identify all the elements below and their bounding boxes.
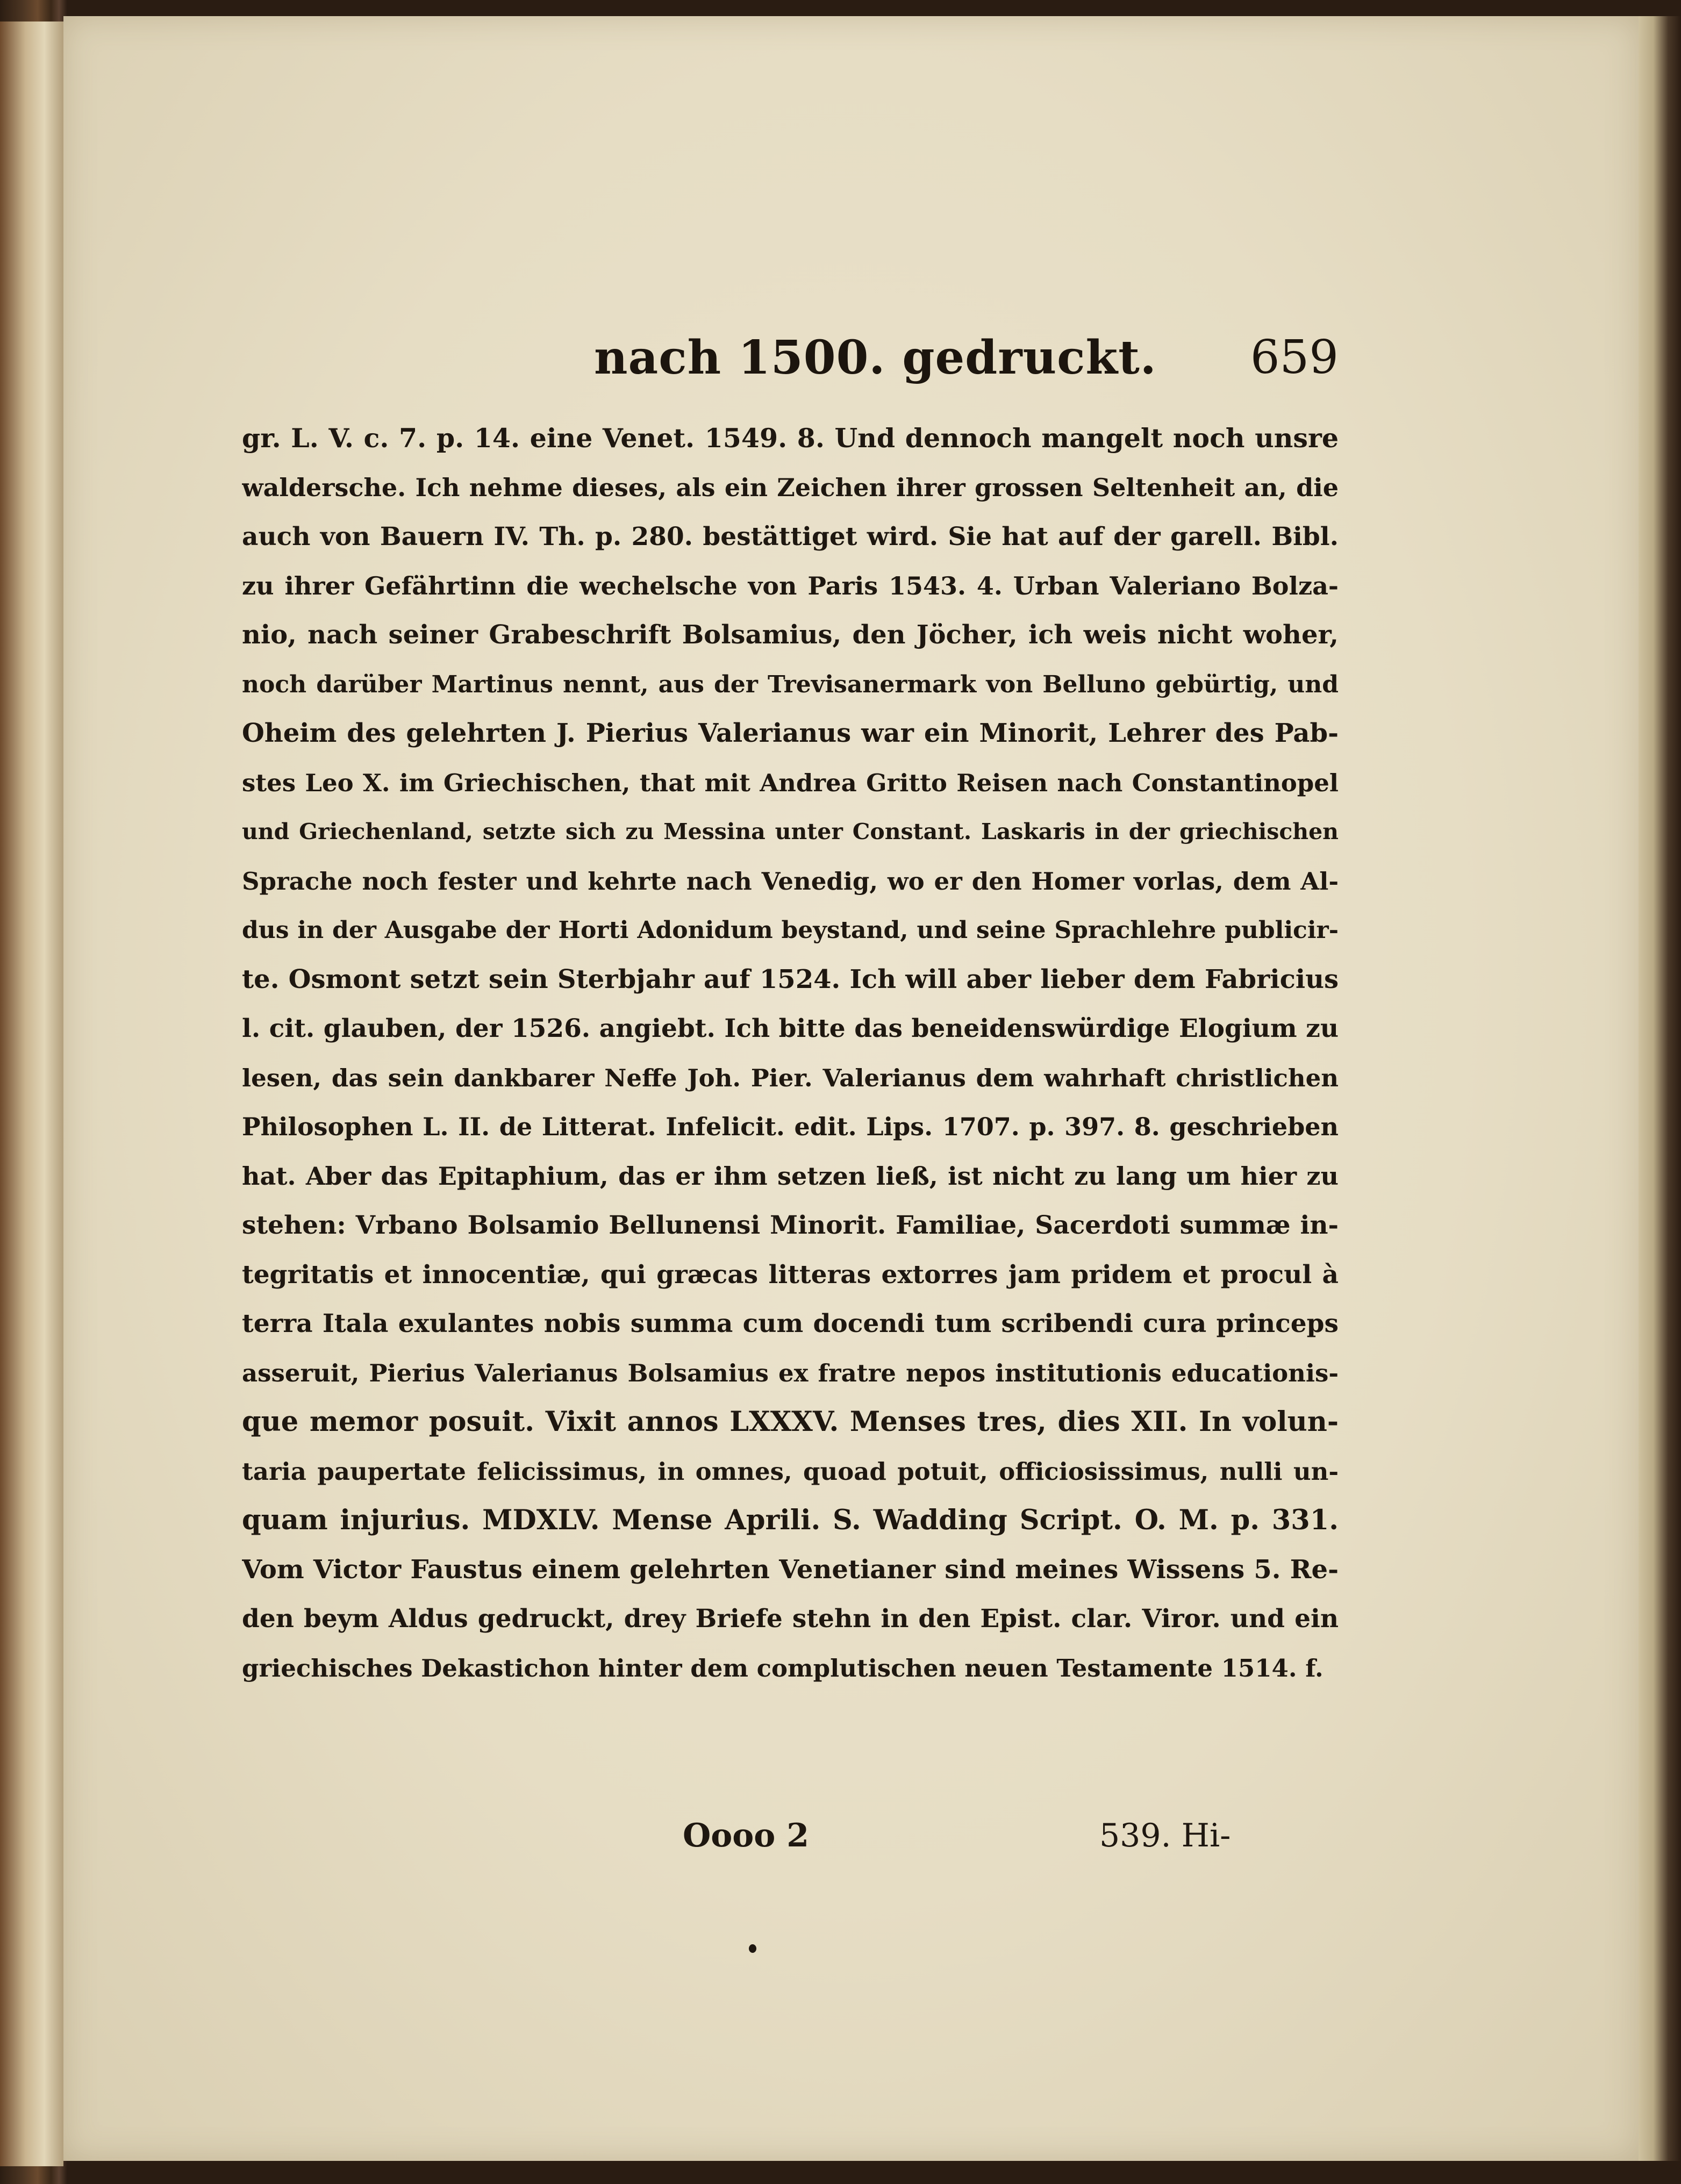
text-line: griechisches Dekastichon hinter dem complutischen neuen Testamente 1514. f. <box>242 1653 1324 1682</box>
text-line: gr. L. V. c. 7. p. 14. eine Venet. 1549. 8. Und dennoch mangelt noch unsre <box>242 423 1339 454</box>
signature-mark: Oooo 2 <box>683 1817 809 1854</box>
text-line: waldersche. Ich nehme dieses, als ein Zeichen ihrer grossen Seltenheit an, die <box>242 472 1339 502</box>
page-header <box>242 331 1339 400</box>
text-line: noch darüber Martinus nennt, aus der Trevisanermark von Belluno gebürtig, und <box>242 670 1339 698</box>
page-footer <box>242 1817 1339 1876</box>
text-line: te. Osmont setzt sein Sterbjahr auf 1524. Ich will aber lieber dem Fabricius <box>242 964 1339 994</box>
text-line: l. cit. glauben, der 1526. angiebt. Ich bitte das beneidenswürdige Elogium zu <box>242 1014 1339 1043</box>
text-line: hat. Aber das Epitaphium, das er ihm setzen ließ, ist nicht zu lang um hier zu <box>242 1161 1339 1191</box>
left-page-edge <box>0 22 63 2166</box>
catchword: 539. Hi- <box>1099 1817 1231 1854</box>
text-line: auch von Bauern IV. Th. p. 280. bestättiget wird. Sie hat auf der garell. Bibl. <box>242 522 1339 552</box>
text-line: Sprache noch fester und kehrte nach Venedig, wo er den Homer vorlas, dem Al- <box>242 867 1339 896</box>
text-line: zu ihrer Gefährtinn die wechelsche von Paris 1543. 4. Urban Valeriano Bolza- <box>242 571 1339 600</box>
ink-spot <box>749 1944 756 1953</box>
text-line: asseruit, Pierius Valerianus Bolsamius ex fratre nepos institutionis educationis- <box>242 1358 1339 1387</box>
text-line: quam injurius. MDXLV. Mense Aprili. S. Wadding Script. O. M. p. 331. <box>242 1504 1339 1536</box>
right-page-edge <box>1639 16 1681 2161</box>
text-line: taria paupertate felicissimus, in omnes, quoad potuit, officiosissimus, nulli un- <box>242 1457 1339 1486</box>
text-line: nio, nach seiner Grabeschrift Bolsamius, den Jöcher, ich weis nicht woher, <box>242 620 1339 650</box>
text-line: que memor posuit. Vixit annos LXXXV. Menses tres, dies XII. In volun- <box>242 1406 1339 1438</box>
text-line: Oheim des gelehrten J. Pierius Valerianus war ein Minorit, Lehrer des Pab- <box>242 718 1339 748</box>
text-line: tegritatis et innocentiæ, qui græcas litteras extorres jam pridem et procul à <box>242 1259 1339 1290</box>
text-line: und Griechenland, setzte sich zu Messina unter Constant. Laskaris in der griechischen <box>242 819 1339 844</box>
text-line: terra Itala exulantes nobis summa cum docendi tum scribendi cura princeps <box>242 1309 1339 1338</box>
text-line: stehen: Vrbano Bolsamio Bellunensi Minorit. Familiae, Sacerdoti summæ in- <box>242 1211 1339 1240</box>
text-line: Philosophen L. II. de Litterat. Infelicit. edit. Lips. 1707. p. 397. 8. geschrieben <box>242 1112 1339 1141</box>
page-number: 659 <box>1250 331 1339 384</box>
text-line: lesen, das sein dankbarer Neffe Joh. Pier. Valerianus dem wahrhaft christlichen <box>242 1063 1339 1092</box>
text-line: dus in der Ausgabe der Horti Adonidum beystand, und seine Sprachlehre publicir- <box>242 916 1339 944</box>
text-line: stes Leo X. im Griechischen, that mit Andrea Gritto Reisen nach Constantinopel <box>242 768 1339 797</box>
running-head: nach 1500. gedruckt. <box>594 331 1157 385</box>
text-line: Vom Victor Faustus einem gelehrten Venetianer sind meines Wissens 5. Re- <box>242 1554 1339 1585</box>
text-line: den beym Aldus gedruckt, drey Briefe stehn in den Epist. clar. Viror. und ein <box>242 1604 1339 1634</box>
body-text <box>242 414 1339 1693</box>
